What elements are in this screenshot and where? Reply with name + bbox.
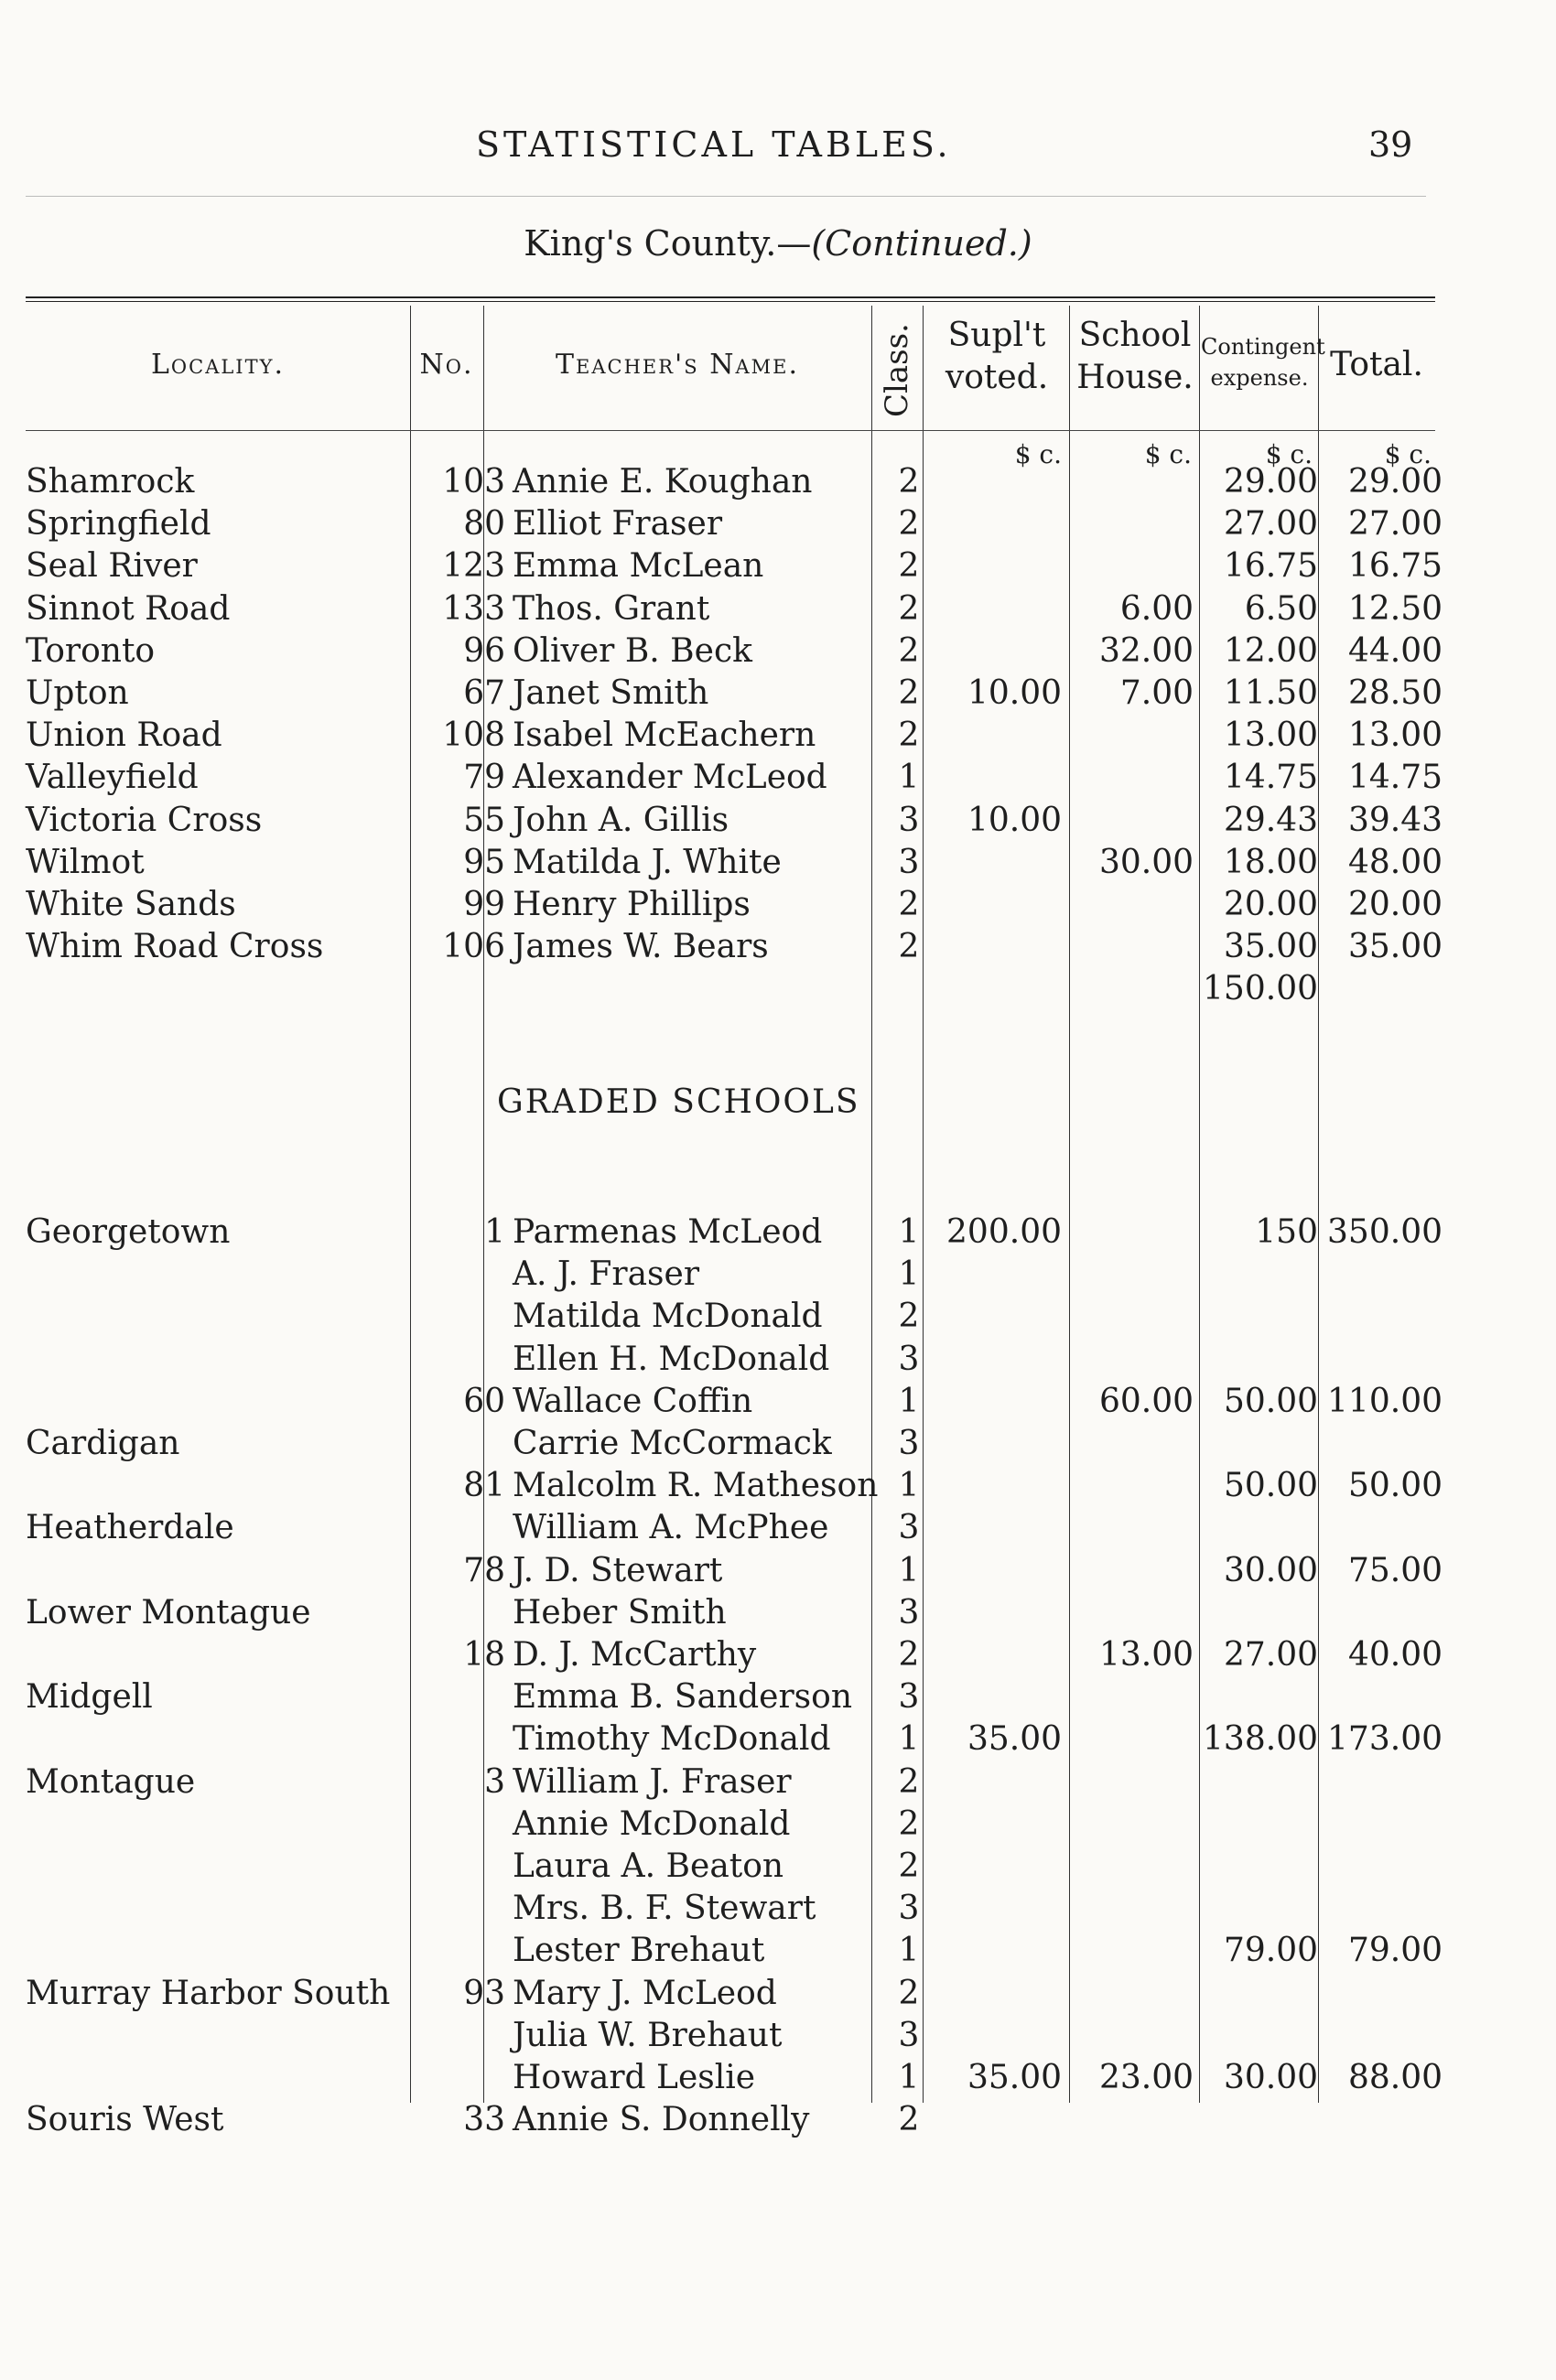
table-row: [26, 1592, 1435, 1634]
table-row: [26, 503, 1443, 545]
teacher-name-cell: Matilda J. White: [513, 843, 782, 881]
units-supplement: $ c.: [1014, 439, 1062, 469]
teacher-name-cell: Emma B. Sanderson: [513, 1678, 853, 1717]
subtitle-main: King's County.—: [524, 223, 812, 264]
school-house-cell: 6.00: [1119, 589, 1194, 628]
table-top-rule: [26, 296, 1435, 302]
teacher-name-cell: Laura A. Beaton: [513, 1847, 784, 1885]
teacher-name-cell: Annie E. Koughan: [513, 463, 813, 501]
subtitle-continued: (Continued.): [811, 223, 1032, 264]
running-title: STATISTICAL TABLES.: [476, 124, 952, 165]
total-cell: 110.00: [1327, 1382, 1443, 1420]
class-cell: 2: [898, 928, 920, 966]
page-header: [0, 124, 1556, 179]
number-cell: 93: [463, 1974, 505, 2012]
class-cell: 2: [898, 1636, 920, 1674]
class-cell: 2: [898, 1804, 920, 1843]
class-cell: 2: [898, 505, 920, 544]
class-cell: 2: [898, 463, 920, 501]
contingent-cell: 29.00: [1223, 463, 1318, 501]
school-house-cell: 32.00: [1098, 631, 1194, 670]
contingent-cell: 79.00: [1223, 1932, 1318, 1970]
contingent-cell: 138.00: [1203, 1720, 1318, 1759]
teacher-name-cell: Matilda McDonald: [513, 1298, 823, 1336]
teacher-name-cell: James W. Bears: [513, 928, 769, 966]
table-row: [26, 2099, 1435, 2141]
class-cell: 3: [898, 1509, 920, 1547]
contingent-cell: 12.00: [1223, 631, 1318, 670]
locality-cell: Victoria Cross: [26, 801, 263, 839]
teacher-name-cell: Julia W. Brehaut: [513, 2016, 783, 2054]
teacher-name-cell: Mrs. B. F. Stewart: [513, 1890, 816, 1928]
number-cell: 1: [484, 1213, 505, 1251]
locality-cell: Union Road: [26, 716, 222, 755]
locality-cell: Springfield: [26, 505, 211, 544]
table-row: [26, 1212, 1443, 1254]
locality-cell: White Sands: [26, 886, 236, 923]
header-class: Class.: [879, 323, 915, 417]
teacher-name-cell: Isabel McEachern: [513, 716, 816, 755]
teacher-name-cell: William A. McPhee: [513, 1509, 829, 1547]
contingent-cell: 35.00: [1223, 928, 1318, 966]
table-row: [26, 1930, 1443, 1972]
total-cell: 16.75: [1347, 547, 1443, 586]
class-cell: 2: [898, 589, 920, 628]
school-house-cell: 30.00: [1098, 843, 1194, 881]
class-cell: 3: [898, 843, 920, 881]
locality-cell: Valleyfield: [26, 759, 199, 797]
total-cell: 88.00: [1347, 2059, 1443, 2096]
table-row: [26, 1507, 1435, 1549]
number-cell: 55: [463, 801, 505, 839]
class-cell: 2: [898, 674, 920, 712]
number-cell: 79: [463, 759, 505, 797]
header-no: No.: [419, 349, 474, 381]
locality-cell: Toronto: [26, 631, 156, 670]
table-row: [26, 800, 1443, 842]
teacher-name-cell: Howard Leslie: [513, 2059, 756, 2096]
locality-cell: Wilmot: [26, 843, 145, 881]
teacher-name-cell: Elliot Fraser: [513, 505, 723, 544]
school-house-cell: 7.00: [1119, 674, 1194, 712]
teacher-name-cell: Annie McDonald: [513, 1804, 791, 1843]
table-row: [26, 1339, 1435, 1381]
table-row: [26, 2015, 1435, 2057]
class-cell: 2: [898, 886, 920, 923]
total-cell: 27.00: [1347, 505, 1443, 544]
header-bottom-rule: [26, 430, 1435, 431]
page-number: 39: [1368, 124, 1413, 165]
locality-cell: Shamrock: [26, 463, 195, 501]
contingent-cell: 150.00: [1203, 970, 1318, 1008]
table-row: [26, 1973, 1435, 2015]
number-cell: 81: [463, 1467, 505, 1505]
units-school: $ c.: [1144, 439, 1192, 469]
header-contingent: Contingent expense.: [1201, 334, 1325, 391]
table-row: [26, 1254, 1435, 1296]
supplement-cell: 35.00: [967, 1720, 1062, 1759]
table-row: [26, 2057, 1443, 2099]
class-cell: 3: [898, 1593, 920, 1632]
teacher-name-cell: A. J. Fraser: [513, 1255, 700, 1294]
contingent-cell: 13.00: [1223, 716, 1318, 755]
class-cell: 1: [898, 759, 920, 797]
number-cell: 123: [442, 547, 505, 586]
table-row: [26, 842, 1443, 884]
number-cell: 96: [463, 631, 505, 670]
teacher-name-cell: Carrie McCormack: [513, 1425, 832, 1462]
teacher-name-cell: D. J. McCarthy: [513, 1636, 757, 1674]
class-cell: 2: [898, 1974, 920, 2012]
table-row: [26, 1550, 1443, 1592]
teacher-name-cell: Timothy McDonald: [513, 1720, 831, 1759]
teacher-name-cell: John A. Gillis: [513, 801, 729, 839]
class-cell: 1: [898, 1932, 920, 1970]
number-cell: 33: [463, 2101, 505, 2139]
locality-cell: Sinnot Road: [26, 589, 231, 628]
header-locality: Locality.: [150, 349, 286, 381]
total-cell: 50.00: [1347, 1467, 1443, 1505]
table-row: [26, 1846, 1435, 1888]
number-cell: 103: [442, 463, 505, 501]
table-row: [26, 630, 1443, 673]
class-cell: 3: [898, 801, 920, 839]
contingent-cell: 50.00: [1223, 1382, 1318, 1420]
table-row: [26, 1296, 1435, 1338]
total-cell: 12.50: [1347, 589, 1443, 628]
locality-cell: Lower Montague: [26, 1593, 311, 1632]
teacher-name-cell: Henry Phillips: [513, 886, 751, 923]
class-cell: 2: [898, 1762, 920, 1801]
teacher-name-cell: Alexander McLeod: [513, 759, 827, 797]
number-cell: 95: [463, 843, 505, 881]
school-house-cell: 60.00: [1098, 1382, 1194, 1420]
total-cell: 35.00: [1347, 928, 1443, 966]
class-cell: 1: [898, 1382, 920, 1420]
teacher-name-cell: Oliver B. Beck: [513, 631, 752, 670]
teacher-name-cell: Malcolm R. Matheson: [513, 1467, 879, 1505]
number-cell: 106: [442, 928, 505, 966]
total-cell: 79.00: [1347, 1932, 1443, 1970]
number-cell: 3: [484, 1762, 505, 1801]
contingent-cell: 50.00: [1223, 1467, 1318, 1505]
contingent-cell: 30.00: [1223, 2059, 1318, 2096]
table-row: [26, 1676, 1435, 1718]
class-cell: 1: [898, 1213, 920, 1251]
total-cell: 75.00: [1347, 1551, 1443, 1589]
class-cell: 3: [898, 1678, 920, 1717]
class-cell: 3: [898, 1425, 920, 1462]
table-row: [26, 545, 1443, 587]
graded-schools-heading: GRADED SCHOOLS: [497, 1083, 860, 1121]
teacher-name-cell: Thos. Grant: [513, 589, 710, 628]
class-cell: 2: [898, 1298, 920, 1336]
table-row: [26, 1718, 1443, 1761]
locality-cell: Heatherdale: [26, 1509, 234, 1547]
statistics-table: [26, 296, 1443, 2139]
teacher-name-cell: Parmenas McLeod: [513, 1213, 823, 1251]
teacher-name-cell: Annie S. Donnelly: [513, 2101, 810, 2139]
teacher-name-cell: Emma McLean: [513, 547, 764, 586]
total-cell: 28.50: [1347, 674, 1443, 712]
total-cell: 39.43: [1347, 801, 1443, 839]
contingent-cell: 11.50: [1223, 674, 1318, 712]
class-cell: 1: [898, 2059, 920, 2096]
teacher-name-cell: Heber Smith: [513, 1593, 727, 1632]
table-row: [26, 884, 1443, 926]
total-cell: 14.75: [1347, 759, 1443, 797]
units-total: $ c.: [1384, 439, 1432, 469]
locality-cell: Upton: [26, 674, 129, 712]
header-rule: [26, 196, 1426, 197]
class-cell: 3: [898, 2016, 920, 2054]
contingent-cell: 27.00: [1223, 1636, 1318, 1674]
teacher-name-cell: J. D. Stewart: [513, 1551, 723, 1589]
table-row: [26, 1634, 1443, 1676]
class-cell: 1: [898, 1467, 920, 1505]
number-cell: 60: [463, 1382, 505, 1420]
class-cell: 3: [898, 1890, 920, 1928]
locality-cell: Montague: [26, 1762, 196, 1801]
header-total: Total.: [1330, 346, 1423, 383]
class-cell: 2: [898, 1847, 920, 1885]
supplement-cell: 10.00: [967, 801, 1062, 839]
table-row: [26, 968, 1435, 1010]
class-cell: 2: [898, 631, 920, 670]
number-cell: 133: [442, 589, 505, 628]
class-cell: 2: [898, 547, 920, 586]
table-row: [26, 1888, 1435, 1930]
table-row: [26, 673, 1443, 715]
table-row: [26, 461, 1443, 503]
total-cell: 173.00: [1327, 1720, 1443, 1759]
table-row: [26, 715, 1443, 757]
total-cell: 40.00: [1347, 1636, 1443, 1674]
teacher-name-cell: Ellen H. McDonald: [513, 1340, 830, 1378]
contingent-cell: 27.00: [1223, 505, 1318, 544]
supplement-cell: 10.00: [967, 674, 1062, 712]
contingent-cell: 14.75: [1223, 759, 1318, 797]
class-cell: 2: [898, 716, 920, 755]
teacher-name-cell: Mary J. McLeod: [513, 1974, 777, 2012]
class-cell: 1: [898, 1720, 920, 1759]
contingent-cell: 16.75: [1223, 547, 1318, 586]
table-row: [26, 1804, 1435, 1846]
number-cell: 99: [463, 886, 505, 923]
supplement-cell: 35.00: [967, 2059, 1062, 2096]
units-contingent: $ c.: [1265, 439, 1313, 469]
locality-cell: Seal River: [26, 547, 198, 586]
class-cell: 3: [898, 1340, 920, 1378]
locality-cell: Cardigan: [26, 1425, 180, 1462]
number-cell: 67: [463, 674, 505, 712]
locality-cell: Whim Road Cross: [26, 928, 324, 966]
number-cell: 18: [463, 1636, 505, 1674]
table-row: [26, 757, 1443, 799]
header-supplement: Supl't voted.: [945, 317, 1049, 396]
table-row: [26, 1423, 1435, 1465]
class-cell: 2: [898, 2101, 920, 2139]
teacher-name-cell: Janet Smith: [513, 674, 709, 712]
total-cell: 44.00: [1347, 631, 1443, 670]
table-row: [26, 1761, 1435, 1804]
locality-cell: Midgell: [26, 1678, 153, 1717]
total-cell: 29.00: [1347, 463, 1443, 501]
total-cell: 48.00: [1347, 843, 1443, 881]
contingent-cell: 18.00: [1223, 843, 1318, 881]
class-cell: 1: [898, 1255, 920, 1294]
table-row: [26, 1465, 1443, 1507]
total-cell: 13.00: [1347, 716, 1443, 755]
contingent-cell: 30.00: [1223, 1551, 1318, 1589]
school-house-cell: 23.00: [1098, 2059, 1194, 2096]
table-row: [26, 1381, 1443, 1423]
teacher-name-cell: Wallace Coffin: [513, 1382, 753, 1420]
locality-cell: Murray Harbor South: [26, 1974, 391, 2012]
contingent-cell: 6.50: [1244, 589, 1318, 628]
contingent-cell: 150: [1255, 1213, 1318, 1251]
total-cell: 350.00: [1327, 1213, 1443, 1251]
number-cell: 80: [463, 505, 505, 544]
school-house-cell: 13.00: [1098, 1636, 1194, 1674]
header-teacher: Teacher's Name.: [556, 349, 799, 381]
teacher-name-cell: William J. Fraser: [513, 1762, 792, 1801]
table-row: [26, 588, 1443, 630]
supplement-cell: 200.00: [946, 1213, 1062, 1251]
number-cell: 108: [442, 716, 505, 755]
number-cell: 78: [463, 1551, 505, 1589]
table-subtitle: [0, 223, 1556, 264]
contingent-cell: 20.00: [1223, 886, 1318, 923]
table-row: [26, 926, 1443, 968]
locality-cell: Georgetown: [26, 1213, 231, 1251]
total-cell: 20.00: [1347, 886, 1443, 923]
contingent-cell: 29.43: [1223, 801, 1318, 839]
locality-cell: Souris West: [26, 2101, 224, 2139]
class-cell: 1: [898, 1551, 920, 1589]
header-school-house: School House.: [1076, 317, 1194, 396]
teacher-name-cell: Lester Brehaut: [513, 1932, 765, 1970]
